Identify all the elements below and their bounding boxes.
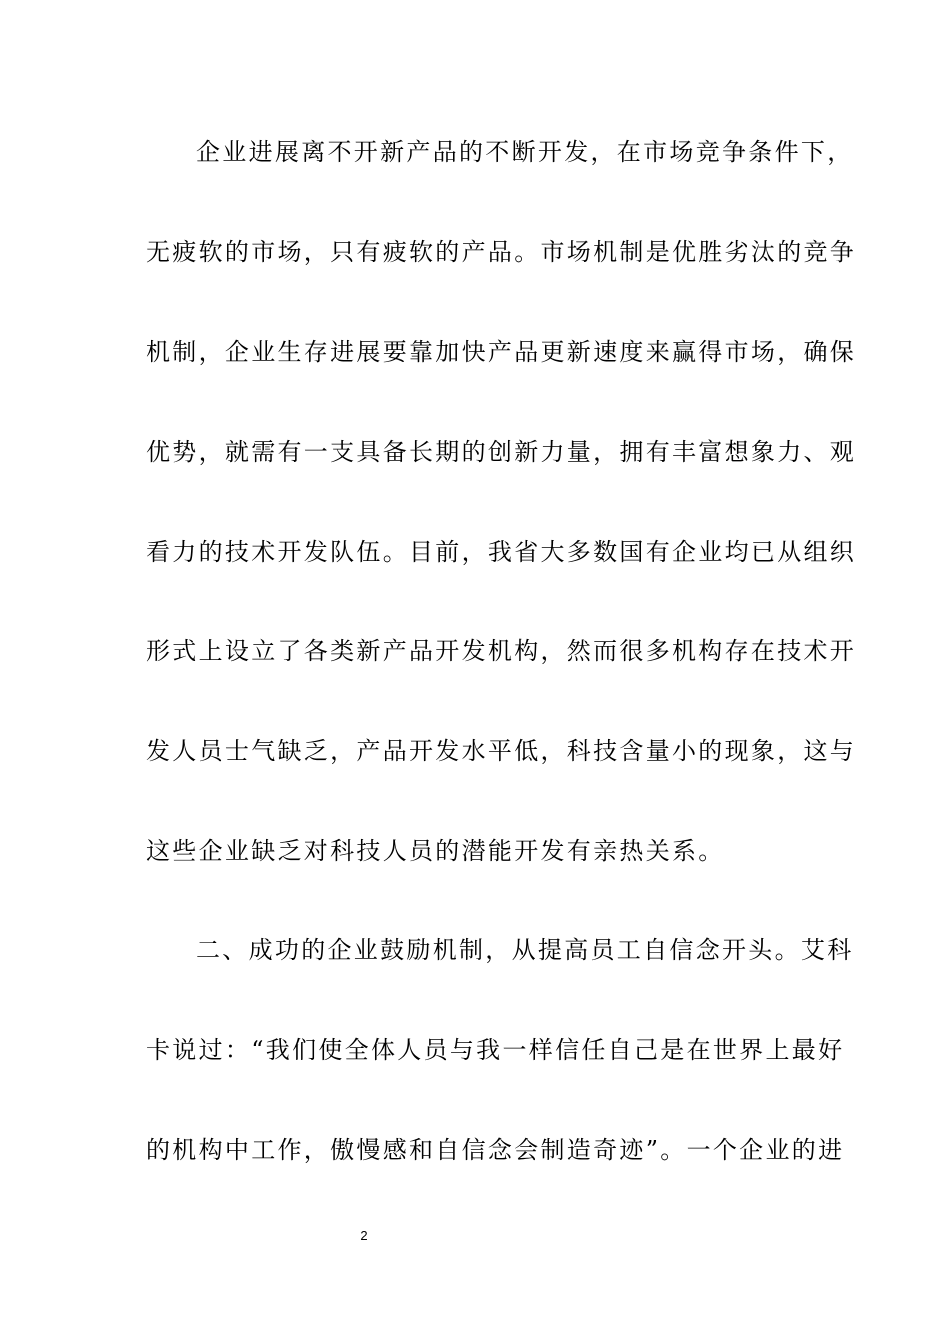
page-number: 2	[360, 1228, 368, 1243]
text-line: 无疲软的市场，只有疲软的产品。市场机制是优胜劣汰的竞争	[146, 238, 857, 266]
text-line: 形式上设立了各类新产品开发机构，然而很多机构存在技术开	[146, 637, 857, 665]
text-line: 看力的技术开发队伍。目前，我省大多数国有企业均已从组织	[146, 538, 857, 566]
text-line: 二、成功的企业鼓励机制，从提高员工自信念开头。艾科	[196, 936, 854, 964]
text-line: 这些企业缺乏对科技人员的潜能开发有亲热关系。	[146, 837, 725, 865]
text-line: 发人员士气缺乏，产品开发水平低，科技含量小的现象，这与	[146, 737, 857, 765]
text-line: 卡说过：“我们使全体人员与我一样信任自己是在世界上最好	[146, 1036, 845, 1064]
text-line: 机制，企业生存进展要靠加快产品更新速度来赢得市场，确保	[146, 338, 857, 366]
text-line: 优势，就需有一支具备长期的创新力量，拥有丰富想象力、观	[146, 438, 857, 466]
text-line: 企业进展离不开新产品的不断开发，在市场竞争条件下，	[196, 138, 854, 166]
text-line: 的机构中工作，傲慢感和自信念会制造奇迹”。一个企业的进	[146, 1136, 845, 1164]
